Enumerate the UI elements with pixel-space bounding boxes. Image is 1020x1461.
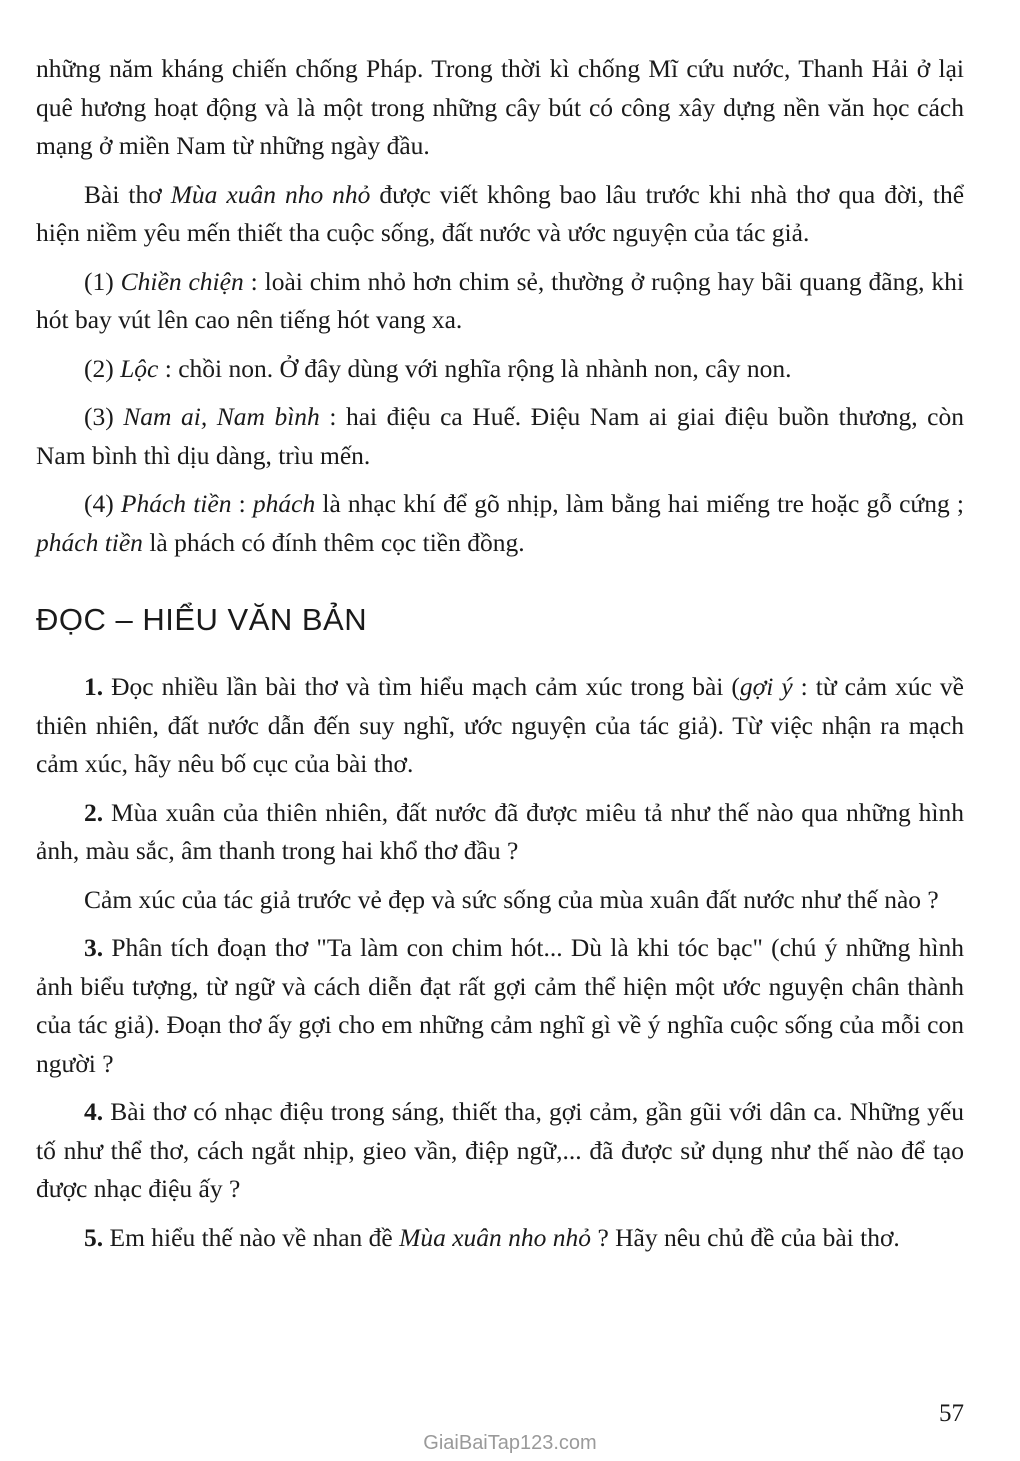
question-1: 1. Đọc nhiều lần bài thơ và tìm hiểu mạch cảm xúc trong bài (gợi ý : từ cảm xúc về thiên nhiên, đất nước dẫn đến suy nghĩ, ước nguyện của tác giả). Từ việc nhận ra mạch cảm xúc, hãy nêu bố cục của bài thơ. xyxy=(36,672,964,778)
footnote-2: (2) Lộc : chồi non. Ở đây dùng với nghĩa rộng là nhành non, cây non. xyxy=(84,353,792,383)
question-2: 2. Mùa xuân của thiên nhiên, đất nước đã được miêu tả như thế nào qua những hình ảnh, màu sắc, âm thanh trong hai khổ thơ đầu ? xyxy=(36,797,964,865)
poem-title: Mùa xuân nho nhỏ xyxy=(170,179,371,209)
section-heading: ĐỌC – HIỂU VĂN BẢN xyxy=(36,602,368,637)
question-3: 3. Phân tích đoạn thơ "Ta làm con chim hót... Dù là khi tóc bạc" (chú ý những hình ảnh biểu tượng, từ ngữ và cách diễn đạt rất gợi cảm thể hiện một ước nguyện chân thành của tác giả). Đoạn thơ ấy gợi cho em những cảm nghĩ gì về ý nghĩa cuộc sống của mỗi con người ? xyxy=(36,933,964,1078)
footnote-4: (4) Phách tiền : phách là nhạc khí để gõ nhịp, làm bằng hai miếng tre hoặc gỗ cứng ; phách tiền là phách có đính thêm cọc tiền đồng. xyxy=(36,489,964,557)
document-page xyxy=(36,50,964,1257)
intro-paragraph-2: Bài thơ Mùa xuân nho nhỏ được viết không bao lâu trước khi nhà thơ qua đời, thể hiện niềm yêu mến thiết tha cuộc sống, đất nước và ước nguyện của tác giả. xyxy=(36,179,965,247)
footnote-3: (3) Nam ai, Nam bình : hai điệu ca Huế. Điệu Nam ai giai điệu buồn thương, còn Nam bình thì dịu dàng, trìu mến. xyxy=(36,402,964,470)
watermark: GiaiBaiTap123.com xyxy=(423,1432,597,1454)
footnote-1: (1) Chiền chiện : loài chim nhỏ hơn chim sẻ, thường ở ruộng hay bãi quang đãng, khi hót bay vút lên cao nên tiếng hót vang xa. xyxy=(36,266,964,334)
intro-paragraph-1: những năm kháng chiến chống Pháp. Trong thời kì chống Mĩ cứu nước, Thanh Hải ở lại quê hương hoạt động và là một trong những cây bút có công xây dựng nền văn học cách mạng ở miền Nam từ những ngày đầu. xyxy=(36,54,964,160)
question-4: 4. Bài thơ có nhạc điệu trong sáng, thiết tha, gợi cảm, gần gũi với dân ca. Những yếu tố như thể thơ, cách ngắt nhịp, gieo vần, điệp ngữ,... đã được sử dụng như thế nào để tạo được nhạc điệu ấy ? xyxy=(36,1097,964,1203)
question-2-followup: Cảm xúc của tác giả trước vẻ đẹp và sức sống của mùa xuân đất nước như thế nào ? xyxy=(84,884,939,914)
page-number: 57 xyxy=(939,1400,964,1427)
question-5: 5. Em hiểu thế nào về nhan đề Mùa xuân nho nhỏ ? Hãy nêu chủ đề của bài thơ. xyxy=(84,1222,900,1252)
